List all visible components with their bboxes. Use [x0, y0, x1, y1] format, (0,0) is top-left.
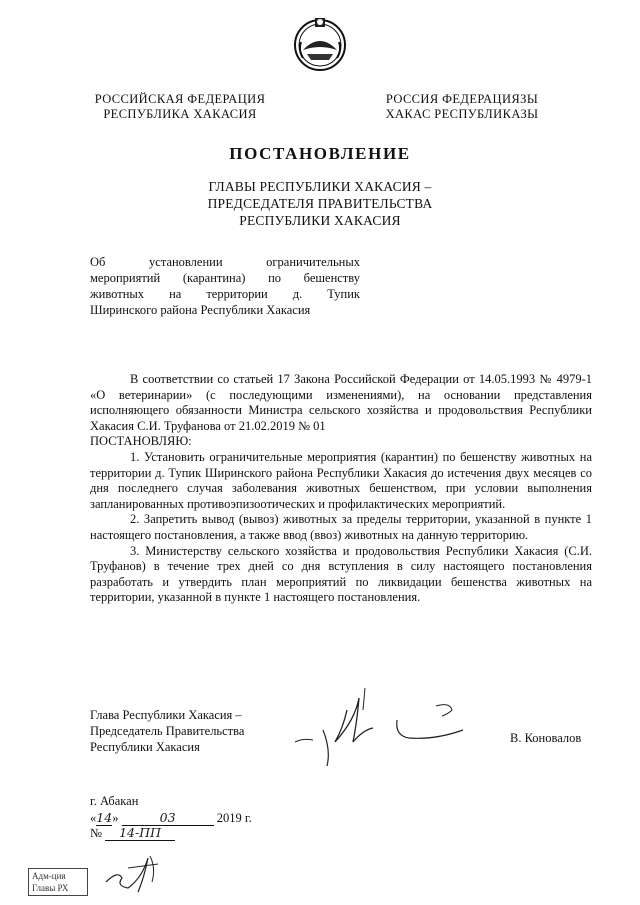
subject-line2: мероприятий (карантина) по бешенству: [90, 271, 360, 285]
city: г. Абакан: [90, 794, 139, 808]
number-sign: №: [90, 826, 102, 840]
stamp-line1: Адм-ция: [32, 871, 66, 881]
number-line: [90, 825, 175, 841]
preamble-paragraph: В соответствии со статьей 17 Закона Российской Федерации от 14.05.1993 № 4979-1 «О ветеринарии» (с последующими изменениями), на основании представления исполняющего обязанности Министра сельского хозяйства и продовольствия Республики Хакасия С.И. Труфанова от 21.02.2019 № 01: [90, 372, 592, 433]
date-day: 14: [96, 810, 113, 825]
signature-mark: [432, 700, 462, 720]
issuer-block: [170, 178, 470, 229]
stamp-line2: Главы РХ: [32, 883, 69, 893]
position-line1: Глава Республики Хакасия –: [90, 708, 242, 722]
document-title: ПОСТАНОВЛЕНИЕ: [229, 144, 411, 163]
subject-block: [90, 254, 360, 318]
header-right-line1: РОССИЯ ФЕДЕРАЦИЯЗЫ: [385, 92, 539, 106]
registration-stamp: [28, 868, 88, 896]
coat-of-arms-emblem: [293, 14, 347, 72]
document-body: [90, 372, 592, 606]
document-number: 14-ПП: [105, 825, 175, 841]
signatory-name: В. Коновалов: [510, 731, 582, 745]
header-left: [92, 92, 268, 122]
issuer-line1: ГЛАВЫ РЕСПУБЛИКИ ХАКАСИЯ –: [208, 179, 432, 194]
header-right-line2: ХАКАС РЕСПУБЛИКАЗЫ: [385, 107, 539, 121]
decree-word: ПОСТАНОВЛЯЮ:: [90, 434, 192, 449]
signatory-position: [90, 707, 244, 755]
issuer-line2: ПРЕДСЕДАТЕЛЯ ПРАВИТЕЛЬСТВА: [207, 196, 433, 211]
date-close-quote: »: [112, 811, 119, 825]
subject-line1: Об установлении ограничительных: [90, 255, 360, 269]
date-open-quote: «: [90, 811, 97, 825]
item-3-paragraph: 3. Министерству сельского хозяйства и продовольствия Республики Хакасия (С.И. Труфанов) в течение трех дней со дня вступления в силу настоящего постановления разработать и утвердить план мероприятий по ликвидации бешенства животных на территории, указанной в пункте 1 настоящего постановления.: [90, 543, 592, 605]
item-1-paragraph: 1. Установить ограничительные мероприятия (карантин) по бешенству животных на территории д. Тупик Ширинского района Республики Хакасия до истечения двух месяцев со дня последнего случая заболевания животных бешенством, при условии выполнения запланированных противоэпизоотических и профилактических мероприятий.: [90, 449, 592, 511]
handwritten-initials: [98, 848, 178, 898]
issuer-line3: РЕСПУБЛИКИ ХАКАСИЯ: [239, 213, 401, 228]
date-year: 2019 г.: [216, 811, 252, 825]
header-left-line1: РОССИЙСКАЯ ФЕДЕРАЦИЯ: [94, 92, 266, 106]
header-right: [381, 92, 543, 122]
date-month: 03: [122, 810, 214, 826]
position-line2: Председатель Правительства: [90, 724, 245, 738]
header-left-line2: РЕСПУБЛИКА ХАКАСИЯ: [103, 107, 257, 121]
subject-line4: Ширинского района Республики Хакасия: [90, 303, 311, 317]
item-2-paragraph: 2. Запретить вывод (вывоз) животных за пределы территории, указанной в пункте 1 настоящего постановления, а также ввод (ввоз) животных на данную территорию.: [90, 512, 592, 542]
subject-line3: животных на территории д. Тупик: [90, 287, 360, 301]
handwritten-signature: [285, 680, 475, 770]
position-line3: Республики Хакасия: [90, 740, 200, 754]
date-line: [90, 810, 252, 826]
